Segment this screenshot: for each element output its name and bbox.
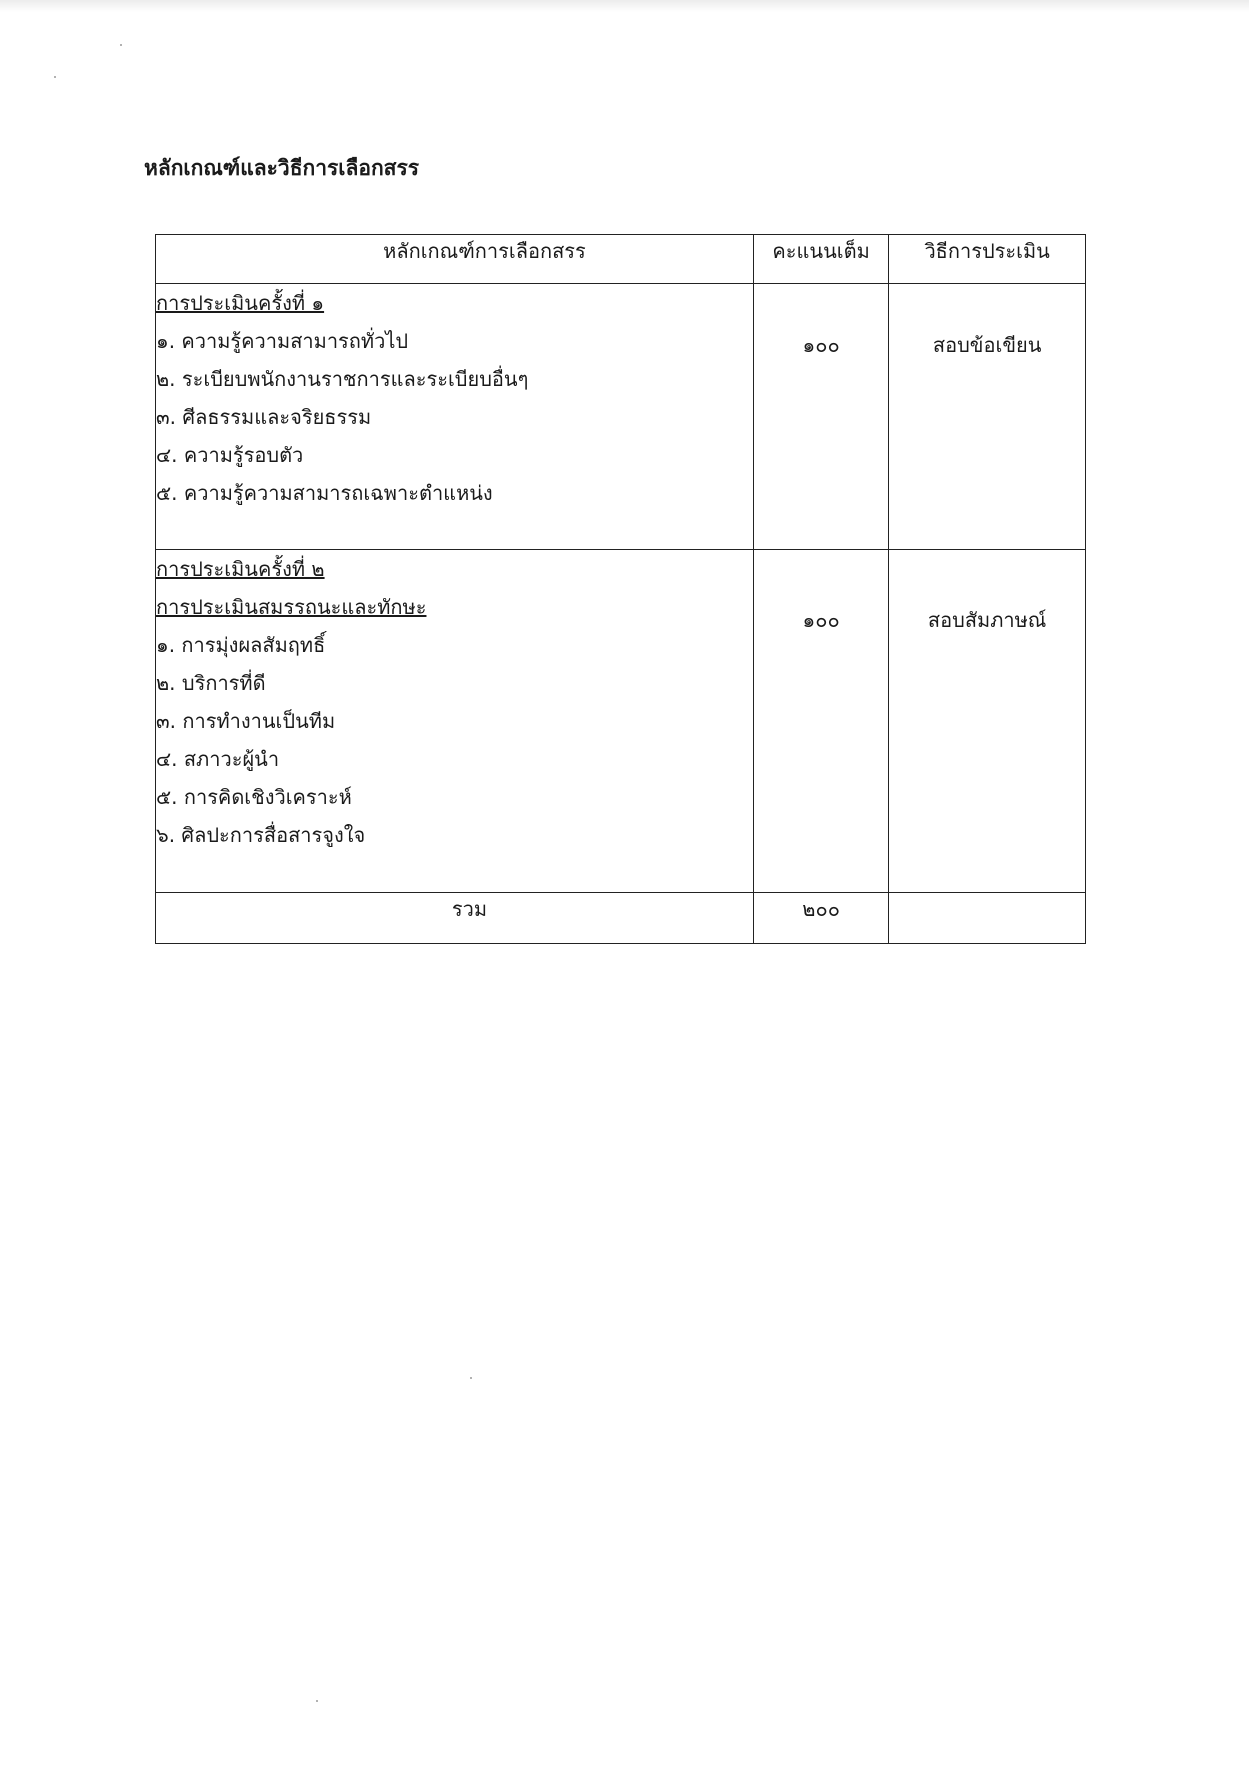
section2-subtitle: การประเมินสมรรถนะและทักษะ xyxy=(156,595,427,619)
section2-criteria-cell xyxy=(156,550,754,893)
total-method-empty xyxy=(889,893,1086,944)
page-heading: หลักเกณฑ์และวิธีการเลือกสรร xyxy=(144,156,420,180)
section2-item: ๒. บริการที่ดี xyxy=(156,671,266,695)
section2-title: การประเมินครั้งที่ ๒ xyxy=(156,557,325,581)
section2-score: ๑๐๐ xyxy=(753,550,888,893)
section1-title: การประเมินครั้งที่ ๑ xyxy=(156,291,325,315)
section2-item: ๑. การมุ่งผลสัมฤทธิ์ xyxy=(156,633,326,657)
section2-row xyxy=(156,550,1086,893)
scan-speck xyxy=(316,1700,318,1702)
total-label: รวม xyxy=(156,893,754,944)
section1-item: ๓. ศีลธรรมและจริยธรรม xyxy=(156,405,372,429)
section1-item: ๒. ระเบียบพนักงานราชการและระเบียบอื่นๆ xyxy=(156,367,529,391)
scan-speck xyxy=(54,76,56,78)
section2-item: ๕. การคิดเชิงวิเคราะห์ xyxy=(156,785,352,809)
section1-item: ๔. ความรู้รอบตัว xyxy=(156,443,304,467)
criteria-table xyxy=(155,234,1086,944)
section1-row xyxy=(156,284,1086,550)
section1-criteria-cell xyxy=(156,284,754,550)
header-full-score: คะแนนเต็ม xyxy=(753,235,888,284)
section2-item: ๔. สภาวะผู้นำ xyxy=(156,747,280,771)
section1-score: ๑๐๐ xyxy=(753,284,888,550)
section2-method: สอบสัมภาษณ์ xyxy=(889,550,1086,893)
scan-speck xyxy=(470,1377,472,1379)
section1-method: สอบข้อเขียน xyxy=(889,284,1086,550)
header-method: วิธีการประเมิน xyxy=(889,235,1086,284)
scan-speck xyxy=(120,44,122,46)
table-header-row xyxy=(156,235,1086,284)
header-criteria: หลักเกณฑ์การเลือกสรร xyxy=(156,235,754,284)
section1-item: ๕. ความรู้ความสามารถเฉพาะตำแหน่ง xyxy=(156,481,493,505)
scan-edge-shadow xyxy=(0,0,1249,12)
total-row xyxy=(156,893,1086,944)
section2-item: ๖. ศิลปะการสื่อสารจูงใจ xyxy=(156,823,366,847)
total-score: ๒๐๐ xyxy=(753,893,888,944)
section1-item: ๑. ความรู้ความสามารถทั่วไป xyxy=(156,329,409,353)
section2-item: ๓. การทำงานเป็นทีม xyxy=(156,709,336,733)
